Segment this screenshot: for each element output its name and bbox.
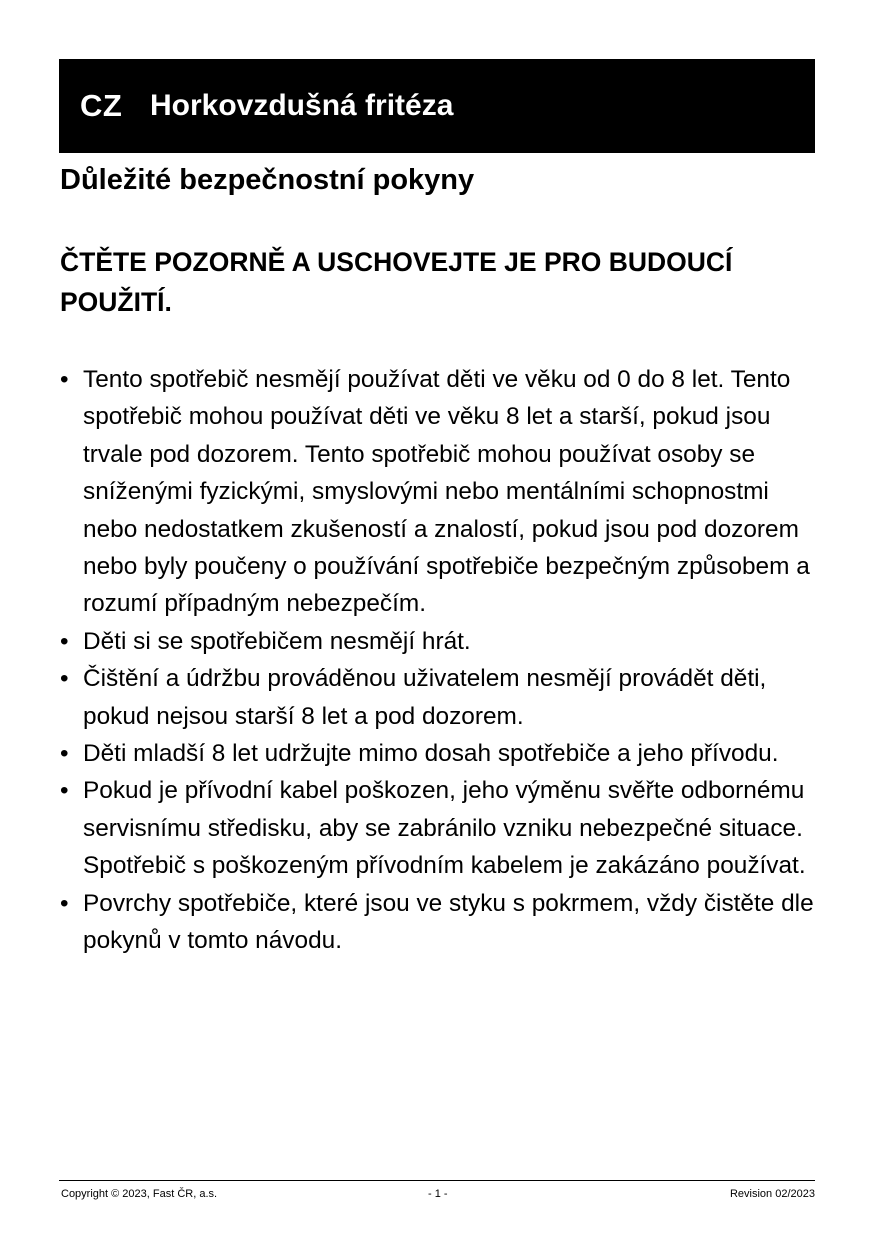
warning-text: ČTĚTE POZORNĚ A USCHOVEJTE JE PRO BUDOUCÍ POUŽITÍ. xyxy=(60,247,733,317)
list-item xyxy=(60,772,815,884)
bullet-icon: • xyxy=(60,777,69,805)
list-item xyxy=(60,660,815,735)
list-item xyxy=(60,885,815,960)
header-bar xyxy=(59,59,815,153)
footer-revision: Revision 02/2023 xyxy=(729,1188,815,1200)
list-item-text: Tento spotřebič nesmějí používat děti ve věku od 0 do 8 let. Tento spotřebič mohou používat děti ve věku 8 let a starší, pokud jsou trvale pod dozorem. Tento spotřebič mohou používat osoby se sníženými fyzickými, smyslovými nebo mentálními schopnostmi nebo nedostatkem zkušeností a znalostí, pokud jsou pod dozorem nebo byly poučeny o používání spotřebiče bezpečným způsobem a rozumí případným nebezpečím. xyxy=(83,366,810,618)
list-item-text: Pokud je přívodní kabel poškozen, jeho výměnu svěřte odbornému servisnímu středisku, aby se zabránilo vzniku nebezpečné situace. Spotřebič s poškozeným přívodním kabelem je zakázáno používat. xyxy=(83,777,806,880)
list-item xyxy=(60,623,815,660)
footer-divider xyxy=(59,1180,815,1181)
bullet-icon: • xyxy=(60,889,69,917)
language-code: CZ xyxy=(80,88,123,123)
list-item xyxy=(60,735,815,772)
page-number: - 1 - xyxy=(428,1188,448,1200)
bullet-icon: • xyxy=(60,627,69,655)
footer-copyright: Copyright © 2023, Fast ČR, a.s. xyxy=(61,1188,218,1200)
page-title: Horkovzdušná fritéza xyxy=(150,89,454,122)
list-item xyxy=(60,361,815,623)
list-item-text: Čištění a údržbu prováděnou uživatelem nesmějí provádět děti, pokud nejsou starší 8 let a pod dozorem. xyxy=(83,665,767,730)
bullet-icon: • xyxy=(60,366,69,393)
section-title: Důležité bezpečnostní pokyny xyxy=(60,164,475,196)
list-item-text: Děti si se spotřebičem nesmějí hrát. xyxy=(83,627,471,655)
list-item-text: Povrchy spotřebiče, které jsou ve styku s pokrmem, vždy čistěte dle pokynů v tomto návodu. xyxy=(83,889,814,955)
bullet-icon: • xyxy=(60,740,69,768)
bullet-icon: • xyxy=(60,665,69,693)
list-item-text: Děti mladší 8 let udržujte mimo dosah spotřebiče a jeho přívodu. xyxy=(83,740,779,768)
safety-instructions-list xyxy=(60,361,815,960)
